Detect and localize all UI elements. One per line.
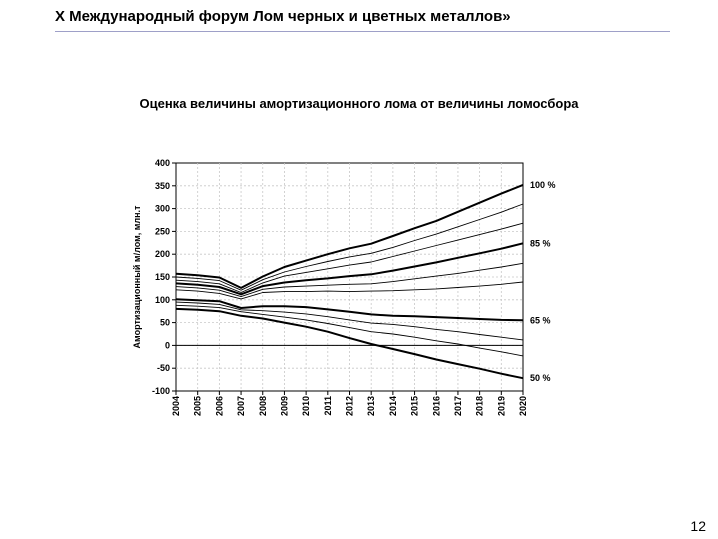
y-tick-label: 50 [159,317,170,328]
x-tick-label: 2020 [518,396,528,417]
x-tick-label: 2016 [431,396,442,417]
x-tick-label: 2019 [496,396,507,417]
y-axis-label: Амортизационный м/лом, млн.т [132,205,142,349]
series-label: 100 % [530,179,556,190]
x-tick-label: 2009 [279,396,290,417]
x-tick-label: 2006 [214,396,225,417]
y-tick-label: 150 [154,272,170,282]
x-tick-label: 2011 [322,396,333,416]
y-tick-label: 200 [154,249,170,260]
y-tick-label: -50 [156,363,170,374]
series-label: 50 % [530,373,551,384]
x-tick-label: 2005 [192,396,203,417]
x-tick-label: 2018 [474,396,485,417]
page-number: 12 [690,518,706,534]
x-tick-label: 2014 [387,396,398,417]
y-tick-label: 400 [154,158,170,168]
slide-header-title: X Международный форум Лом черных и цветных металлов» [55,8,511,25]
y-tick-label: 250 [154,226,170,237]
y-tick-label: 300 [154,203,170,214]
y-tick-label: 100 [154,294,170,305]
series-label: 65 % [530,315,551,326]
y-tick-label: -100 [151,386,170,396]
x-tick-label: 2015 [409,396,420,417]
x-tick-label: 2008 [257,396,268,417]
x-tick-label: 2017 [452,396,463,417]
chart-title: Оценка величины амортизационного лома от величины ломосбора [139,96,579,111]
x-tick-label: 2007 [236,396,247,417]
x-tick-label: 2010 [301,396,312,417]
x-tick-label: 2012 [344,396,355,417]
x-tick-label: 2004 [171,396,181,417]
y-tick-label: 0 [164,340,170,351]
y-tick-label: 350 [154,180,170,191]
series-label: 85 % [530,238,551,249]
x-tick-label: 2013 [366,396,377,417]
